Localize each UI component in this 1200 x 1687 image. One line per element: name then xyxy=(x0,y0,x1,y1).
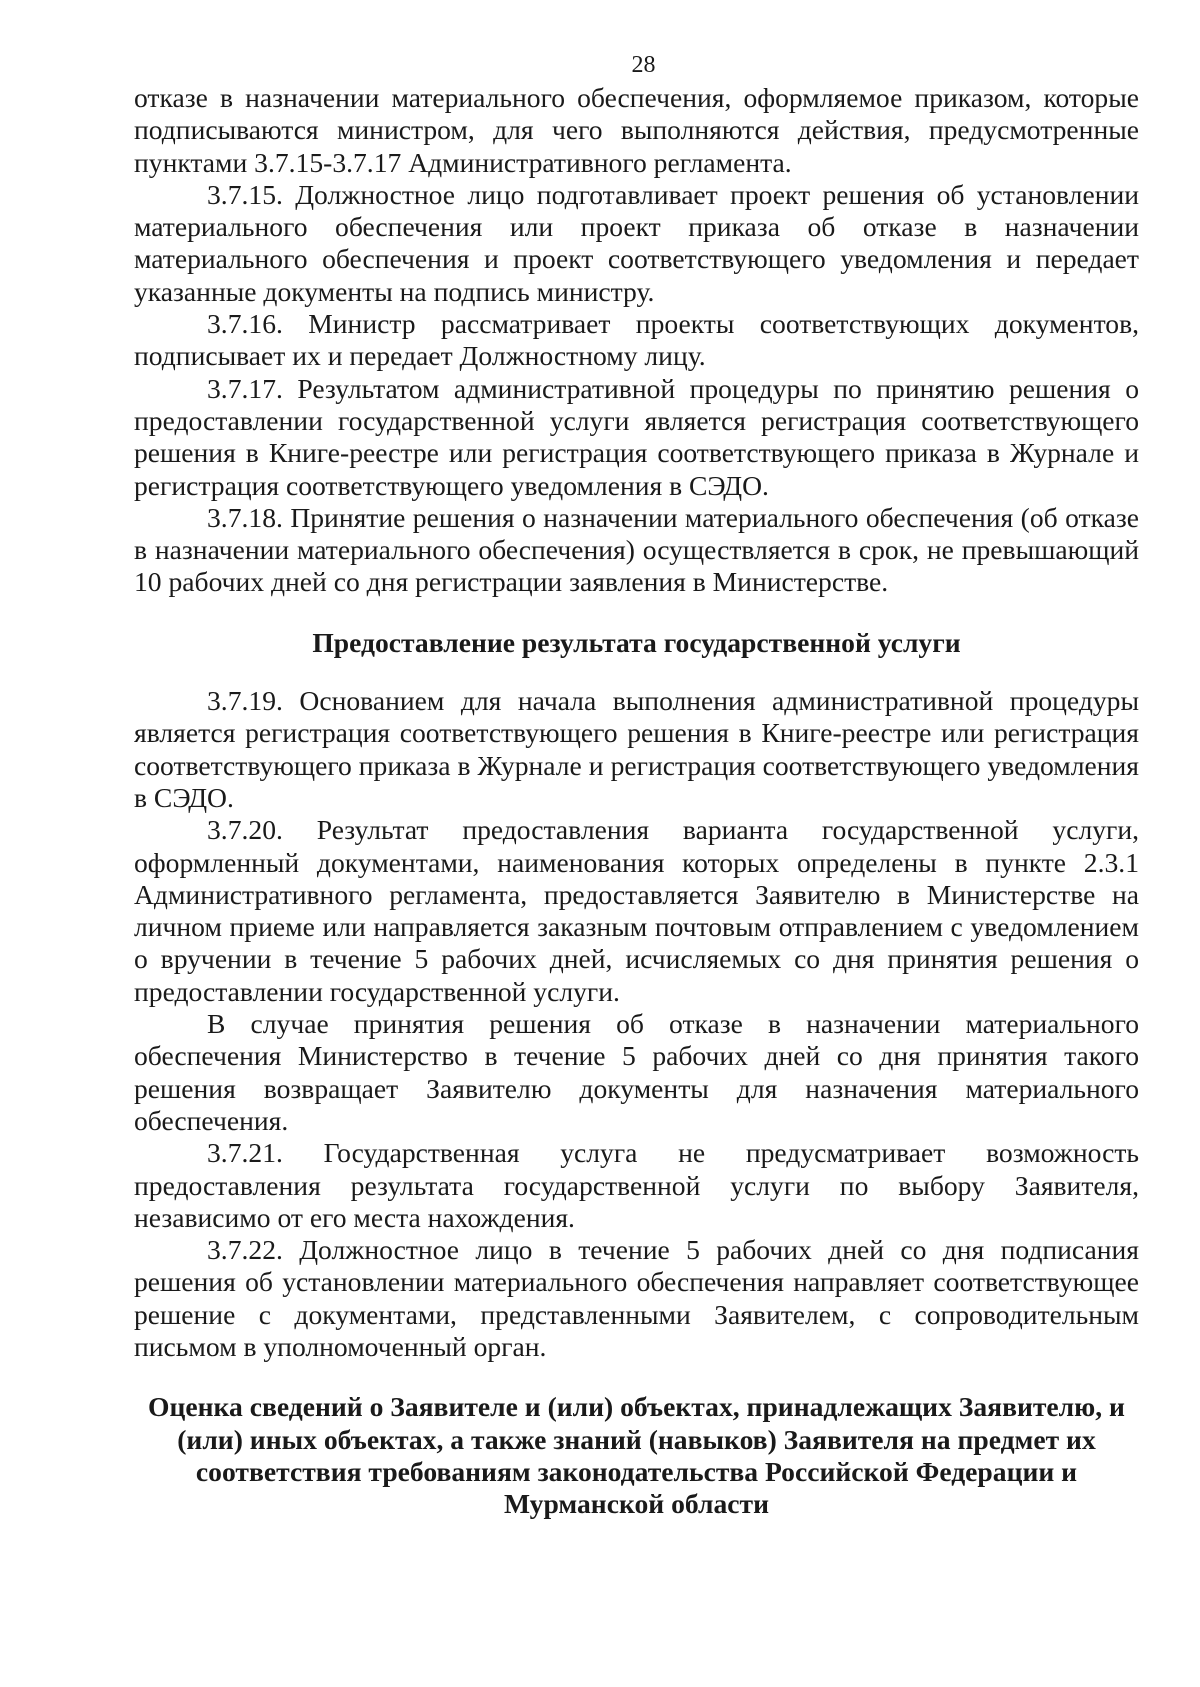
paragraph: В случае принятия решения об отказе в назначении материального обеспечения Министерство в течение 5 рабочих дней со дня принятия такого решения возвращает Заявителю документы для назначения материального обеспечения. xyxy=(134,1008,1139,1136)
paragraph: 3.7.18. Принятие решения о назначении материального обеспечения (об отказе в назначении материального обеспечения) осуществляется в срок, не превышающий 10 рабочих дней со дня регистрации заявления в Министерстве. xyxy=(134,501,1139,598)
paragraph: 3.7.21. Государственная услуга не предусматривает возможность предоставления результата государственной услуги по выбору Заявителя, независимо от его места нахождения. xyxy=(134,1137,1139,1233)
paragraph: 3.7.17. Результатом административной процедуры по принятию решения о предоставлении государственной услуги является регистрация соответствующего решения в Книге-реестре или регистрация соответствующего приказа в Журнале и регистрация соответствующего уведомления в СЭДО. xyxy=(134,372,1139,501)
paragraph: 3.7.19. Основанием для начала выполнения административной процедуры является регистрация соответствующего решения в Книге-реестре или регистрация соответствующего приказа в Журнале и регистрация соответствующего уведомления в СЭДО. xyxy=(134,685,1139,813)
section-heading: Оценка сведений о Заявителе и (или) объектах, принадлежащих Заявителю, и (или) иных объектах, а также знаний (навыков) Заявителя на предмет их соответствия требованиям законодательства Российской Федерации и Мурманской области xyxy=(148,1391,1125,1520)
top-text-section xyxy=(134,82,1139,599)
paragraph: 3.7.16. Министр рассматривает проекты соответствующих документов, подписывает их и передает Должностному лицу. xyxy=(134,308,1139,372)
paragraph: 3.7.22. Должностное лицо в течение 5 рабочих дней со дня подписания решения об установлении материального обеспечения направляет соответствующее решение с документами, представленными Заявителем, с сопроводительным письмом в уполномоченный орган. xyxy=(134,1234,1139,1362)
middle-text-section xyxy=(134,685,1139,1363)
paragraph: 3.7.20. Результат предоставления варианта государственной услуги, оформленный документами, наименования которых определены в пункте 2.3.1 Административного регламента, предоставляется Заявителю в Министерстве на личном приеме или направляется заказным почтовым отправлением с уведомлением о вручении в течение 5 рабочих дней, исчисляемых со дня принятия решения о предоставлении государственной услуги. xyxy=(134,814,1139,1007)
section-heading: Предоставление результата государственной услуги xyxy=(312,626,961,658)
page-number: 28 xyxy=(631,52,656,78)
paragraph: отказе в назначении материального обеспечения, оформляемое приказом, которые подписываются министром, для чего выполняются действия, предусмотренные пунктами 3.7.15-3.7.17 Административного регламента. xyxy=(134,82,1139,178)
document-page xyxy=(134,50,1139,1520)
paragraph: 3.7.15. Должностное лицо подготавливает проект решения об установлении материального обеспечения или проект приказа об отказе в назначении материального обеспечения и проект соответствующего уведомления и передает указанные документы на подпись министру. xyxy=(134,178,1139,307)
